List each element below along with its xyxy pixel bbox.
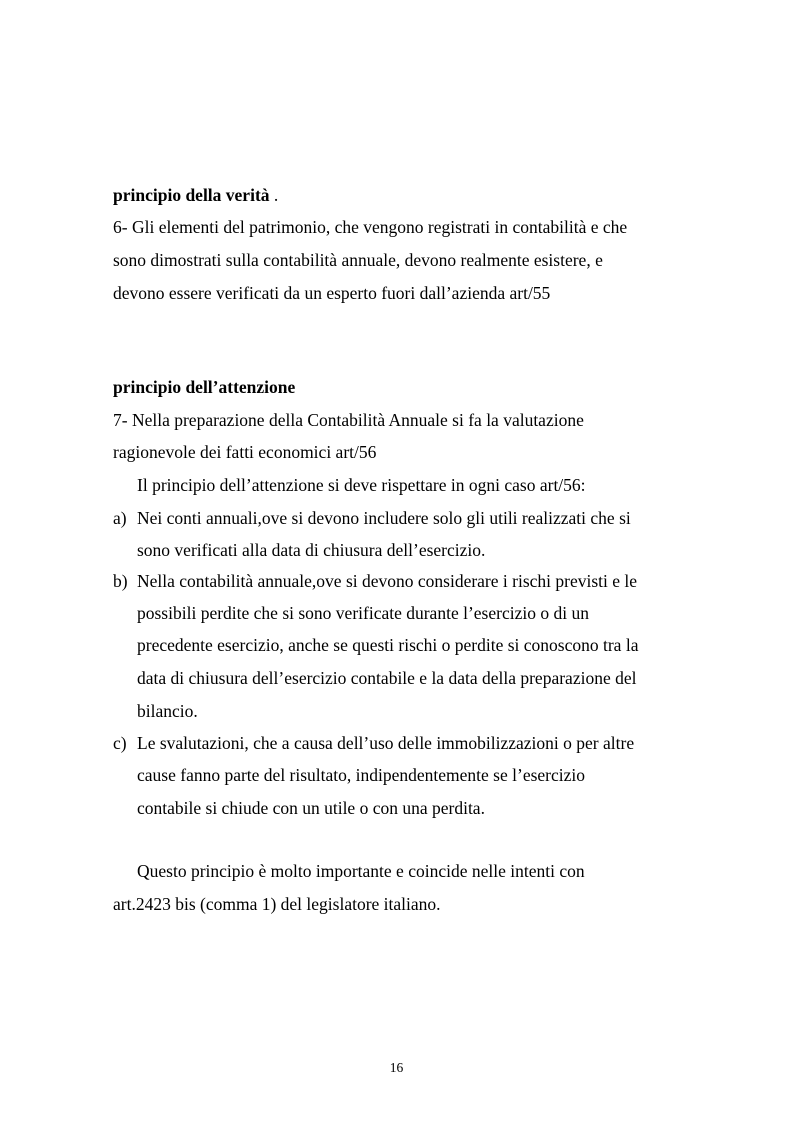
paragraph-line: 7- Nella preparazione della Contabilità Annuale si fa la valutazione	[113, 410, 584, 430]
list-marker-c: c)	[113, 733, 127, 753]
list-marker-b: b)	[113, 571, 128, 591]
list-marker-a: a)	[113, 508, 127, 528]
heading-suffix: .	[269, 185, 279, 205]
paragraph-line: ragionevole dei fatti economici art/56	[113, 442, 377, 462]
paragraph-line: 6- Gli elementi del patrimonio, che vengono registrati in contabilità e che	[113, 217, 628, 237]
closing-paragraph-line: art.2423 bis (comma 1) del legislatore italiano.	[113, 894, 441, 914]
list-item-line: possibili perdite che si sono verificate durante l’esercizio o di un	[137, 603, 589, 623]
list-item-line: cause fanno parte del risultato, indipendentemente se l’esercizio	[137, 765, 586, 785]
closing-paragraph-line: Questo principio è molto importante e coincide nelle intenti con	[137, 861, 585, 881]
list-item-line: Le svalutazioni, che a causa dell’uso delle immobilizzazioni o per altre	[137, 733, 635, 753]
list-item-line: Nei conti annuali,ove si devono includere solo gli utili realizzati che si	[137, 508, 631, 528]
paragraph-line: devono essere verificati da un esperto fuori dall’azienda art/55	[113, 283, 551, 303]
list-item-line: data di chiusura dell’esercizio contabile e la data della preparazione del	[137, 668, 637, 688]
list-item-line: contabile si chiude con un utile o con una perdita.	[137, 798, 485, 818]
heading-text: principio della verità	[113, 185, 270, 205]
paragraph-line: sono dimostrati sulla contabilità annuale, devono realmente esistere, e	[113, 250, 603, 270]
list-item-line: Nella contabilità annuale,ove si devono considerare i rischi previsti e le	[137, 571, 638, 591]
indented-paragraph-line: Il principio dell’attenzione si deve rispettare in ogni caso art/56:	[137, 475, 586, 495]
page-number: 16	[389, 1060, 404, 1075]
section-heading-attenzione: principio dell’attenzione	[113, 377, 296, 397]
list-item-line: bilancio.	[137, 701, 198, 721]
list-item-line: sono verificati alla data di chiusura dell’esercizio.	[137, 540, 486, 560]
list-item-line: precedente esercizio, anche se questi rischi o perdite si conoscono tra la	[137, 635, 639, 655]
section-heading-verita	[113, 187, 278, 205]
